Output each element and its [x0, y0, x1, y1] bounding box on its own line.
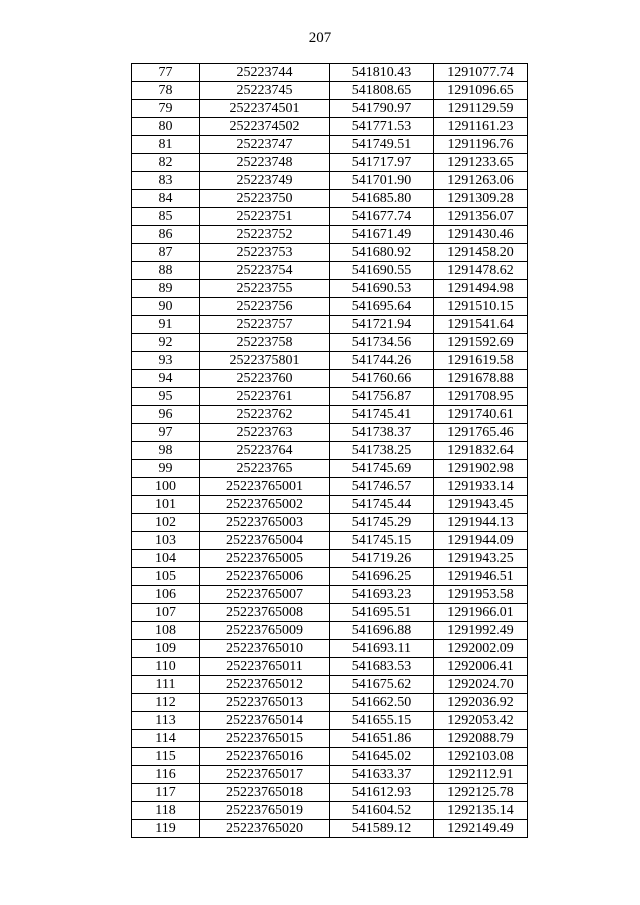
point-id-cell: 25223753 [200, 244, 330, 262]
point-id-cell: 25223765009 [200, 622, 330, 640]
y-coordinate-cell: 1291161.23 [434, 118, 528, 136]
point-id-cell: 25223765018 [200, 784, 330, 802]
x-coordinate-cell: 541745.15 [330, 532, 434, 550]
y-coordinate-cell: 1291356.07 [434, 208, 528, 226]
x-coordinate-cell: 541738.25 [330, 442, 434, 460]
x-coordinate-cell: 541693.11 [330, 640, 434, 658]
point-id-cell: 25223748 [200, 154, 330, 172]
row-number-cell: 90 [132, 298, 200, 316]
table-row [132, 676, 528, 694]
point-id-cell: 25223762 [200, 406, 330, 424]
row-number-cell: 111 [132, 676, 200, 694]
x-coordinate-cell: 541683.53 [330, 658, 434, 676]
x-coordinate-cell: 541756.87 [330, 388, 434, 406]
row-number-cell: 106 [132, 586, 200, 604]
row-number-cell: 88 [132, 262, 200, 280]
y-coordinate-cell: 1291832.64 [434, 442, 528, 460]
row-number-cell: 82 [132, 154, 200, 172]
table-row [132, 154, 528, 172]
row-number-cell: 109 [132, 640, 200, 658]
table-row [132, 136, 528, 154]
table-row [132, 64, 528, 82]
y-coordinate-cell: 1292103.08 [434, 748, 528, 766]
y-coordinate-cell: 1291946.51 [434, 568, 528, 586]
row-number-cell: 116 [132, 766, 200, 784]
row-number-cell: 105 [132, 568, 200, 586]
row-number-cell: 92 [132, 334, 200, 352]
x-coordinate-cell: 541717.97 [330, 154, 434, 172]
row-number-cell: 115 [132, 748, 200, 766]
point-id-cell: 25223751 [200, 208, 330, 226]
table-row [132, 640, 528, 658]
table-row [132, 532, 528, 550]
row-number-cell: 108 [132, 622, 200, 640]
table-row [132, 478, 528, 496]
x-coordinate-cell: 541685.80 [330, 190, 434, 208]
coordinates-table [131, 63, 528, 838]
row-number-cell: 84 [132, 190, 200, 208]
table-row [132, 694, 528, 712]
y-coordinate-cell: 1291233.65 [434, 154, 528, 172]
x-coordinate-cell: 541721.94 [330, 316, 434, 334]
row-number-cell: 103 [132, 532, 200, 550]
x-coordinate-cell: 541690.55 [330, 262, 434, 280]
point-id-cell: 25223765020 [200, 820, 330, 838]
x-coordinate-cell: 541746.57 [330, 478, 434, 496]
row-number-cell: 117 [132, 784, 200, 802]
x-coordinate-cell: 541808.65 [330, 82, 434, 100]
x-coordinate-cell: 541651.86 [330, 730, 434, 748]
x-coordinate-cell: 541701.90 [330, 172, 434, 190]
row-number-cell: 87 [132, 244, 200, 262]
y-coordinate-cell: 1291953.58 [434, 586, 528, 604]
y-coordinate-cell: 1291966.01 [434, 604, 528, 622]
x-coordinate-cell: 541760.66 [330, 370, 434, 388]
table-row [132, 784, 528, 802]
x-coordinate-cell: 541745.69 [330, 460, 434, 478]
row-number-cell: 98 [132, 442, 200, 460]
row-number-cell: 79 [132, 100, 200, 118]
table-row [132, 226, 528, 244]
row-number-cell: 83 [132, 172, 200, 190]
y-coordinate-cell: 1291510.15 [434, 298, 528, 316]
row-number-cell: 85 [132, 208, 200, 226]
point-id-cell: 25223745 [200, 82, 330, 100]
table-row [132, 172, 528, 190]
y-coordinate-cell: 1291541.64 [434, 316, 528, 334]
point-id-cell: 25223765011 [200, 658, 330, 676]
point-id-cell: 25223744 [200, 64, 330, 82]
y-coordinate-cell: 1291478.62 [434, 262, 528, 280]
point-id-cell: 25223750 [200, 190, 330, 208]
page-number: 207 [308, 30, 332, 46]
x-coordinate-cell: 541744.26 [330, 352, 434, 370]
row-number-cell: 96 [132, 406, 200, 424]
point-id-cell: 25223765004 [200, 532, 330, 550]
y-coordinate-cell: 1292006.41 [434, 658, 528, 676]
x-coordinate-cell: 541771.53 [330, 118, 434, 136]
table-row [132, 316, 528, 334]
x-coordinate-cell: 541695.51 [330, 604, 434, 622]
point-id-cell: 25223764 [200, 442, 330, 460]
point-id-cell: 25223765002 [200, 496, 330, 514]
x-coordinate-cell: 541790.97 [330, 100, 434, 118]
table-row [132, 406, 528, 424]
y-coordinate-cell: 1291494.98 [434, 280, 528, 298]
point-id-cell: 25223758 [200, 334, 330, 352]
table-row [132, 658, 528, 676]
x-coordinate-cell: 541719.26 [330, 550, 434, 568]
table-row [132, 622, 528, 640]
row-number-cell: 104 [132, 550, 200, 568]
point-id-cell: 25223765005 [200, 550, 330, 568]
table-row [132, 388, 528, 406]
y-coordinate-cell: 1292149.49 [434, 820, 528, 838]
point-id-cell: 25223760 [200, 370, 330, 388]
y-coordinate-cell: 1291129.59 [434, 100, 528, 118]
y-coordinate-cell: 1291619.58 [434, 352, 528, 370]
y-coordinate-cell: 1291944.09 [434, 532, 528, 550]
row-number-cell: 110 [132, 658, 200, 676]
y-coordinate-cell: 1291708.95 [434, 388, 528, 406]
table-row [132, 82, 528, 100]
y-coordinate-cell: 1292053.42 [434, 712, 528, 730]
x-coordinate-cell: 541745.41 [330, 406, 434, 424]
y-coordinate-cell: 1291077.74 [434, 64, 528, 82]
row-number-cell: 93 [132, 352, 200, 370]
row-number-cell: 119 [132, 820, 200, 838]
row-number-cell: 80 [132, 118, 200, 136]
x-coordinate-cell: 541749.51 [330, 136, 434, 154]
row-number-cell: 112 [132, 694, 200, 712]
point-id-cell: 25223765014 [200, 712, 330, 730]
x-coordinate-cell: 541695.64 [330, 298, 434, 316]
y-coordinate-cell: 1291765.46 [434, 424, 528, 442]
point-id-cell: 25223749 [200, 172, 330, 190]
row-number-cell: 113 [132, 712, 200, 730]
x-coordinate-cell: 541662.50 [330, 694, 434, 712]
x-coordinate-cell: 541693.23 [330, 586, 434, 604]
x-coordinate-cell: 541612.93 [330, 784, 434, 802]
table-row [132, 190, 528, 208]
y-coordinate-cell: 1291933.14 [434, 478, 528, 496]
y-coordinate-cell: 1291430.46 [434, 226, 528, 244]
y-coordinate-cell: 1291992.49 [434, 622, 528, 640]
x-coordinate-cell: 541675.62 [330, 676, 434, 694]
point-id-cell: 25223765010 [200, 640, 330, 658]
table-row [132, 298, 528, 316]
point-id-cell: 2522374502 [200, 118, 330, 136]
point-id-cell: 25223765012 [200, 676, 330, 694]
x-coordinate-cell: 541655.15 [330, 712, 434, 730]
y-coordinate-cell: 1292002.09 [434, 640, 528, 658]
point-id-cell: 25223765016 [200, 748, 330, 766]
row-number-cell: 100 [132, 478, 200, 496]
x-coordinate-cell: 541745.44 [330, 496, 434, 514]
y-coordinate-cell: 1292036.92 [434, 694, 528, 712]
table-row [132, 208, 528, 226]
row-number-cell: 78 [132, 82, 200, 100]
point-id-cell: 25223761 [200, 388, 330, 406]
point-id-cell: 25223765007 [200, 586, 330, 604]
point-id-cell: 25223754 [200, 262, 330, 280]
table-row [132, 802, 528, 820]
x-coordinate-cell: 541810.43 [330, 64, 434, 82]
table-row [132, 280, 528, 298]
y-coordinate-cell: 1291096.65 [434, 82, 528, 100]
table-row [132, 118, 528, 136]
point-id-cell: 25223755 [200, 280, 330, 298]
y-coordinate-cell: 1291263.06 [434, 172, 528, 190]
y-coordinate-cell: 1291943.45 [434, 496, 528, 514]
point-id-cell: 25223765008 [200, 604, 330, 622]
point-id-cell: 25223752 [200, 226, 330, 244]
table-row [132, 334, 528, 352]
row-number-cell: 102 [132, 514, 200, 532]
table-row [132, 604, 528, 622]
point-id-cell: 25223756 [200, 298, 330, 316]
table-row [132, 460, 528, 478]
table-row [132, 766, 528, 784]
x-coordinate-cell: 541690.53 [330, 280, 434, 298]
point-id-cell: 25223765 [200, 460, 330, 478]
table-row [132, 550, 528, 568]
x-coordinate-cell: 541604.52 [330, 802, 434, 820]
point-id-cell: 25223765001 [200, 478, 330, 496]
x-coordinate-cell: 541745.29 [330, 514, 434, 532]
y-coordinate-cell: 1291309.28 [434, 190, 528, 208]
row-number-cell: 107 [132, 604, 200, 622]
point-id-cell: 25223765015 [200, 730, 330, 748]
y-coordinate-cell: 1291678.88 [434, 370, 528, 388]
point-id-cell: 25223765019 [200, 802, 330, 820]
x-coordinate-cell: 541633.37 [330, 766, 434, 784]
row-number-cell: 97 [132, 424, 200, 442]
x-coordinate-cell: 541680.92 [330, 244, 434, 262]
table-row [132, 712, 528, 730]
point-id-cell: 25223757 [200, 316, 330, 334]
y-coordinate-cell: 1291458.20 [434, 244, 528, 262]
table-row [132, 352, 528, 370]
x-coordinate-cell: 541738.37 [330, 424, 434, 442]
table-row [132, 568, 528, 586]
row-number-cell: 77 [132, 64, 200, 82]
table-row [132, 100, 528, 118]
table-row [132, 262, 528, 280]
row-number-cell: 99 [132, 460, 200, 478]
x-coordinate-cell: 541645.02 [330, 748, 434, 766]
table-row [132, 748, 528, 766]
point-id-cell: 25223765003 [200, 514, 330, 532]
y-coordinate-cell: 1292125.78 [434, 784, 528, 802]
x-coordinate-cell: 541671.49 [330, 226, 434, 244]
row-number-cell: 118 [132, 802, 200, 820]
y-coordinate-cell: 1292024.70 [434, 676, 528, 694]
table-row [132, 424, 528, 442]
y-coordinate-cell: 1291592.69 [434, 334, 528, 352]
table-row [132, 244, 528, 262]
point-id-cell: 25223765017 [200, 766, 330, 784]
x-coordinate-cell: 541696.88 [330, 622, 434, 640]
y-coordinate-cell: 1291944.13 [434, 514, 528, 532]
point-id-cell: 25223763 [200, 424, 330, 442]
y-coordinate-cell: 1291943.25 [434, 550, 528, 568]
table-row [132, 370, 528, 388]
table-row [132, 496, 528, 514]
table-row [132, 820, 528, 838]
y-coordinate-cell: 1291740.61 [434, 406, 528, 424]
row-number-cell: 94 [132, 370, 200, 388]
y-coordinate-cell: 1292088.79 [434, 730, 528, 748]
table-row [132, 586, 528, 604]
y-coordinate-cell: 1291196.76 [434, 136, 528, 154]
row-number-cell: 86 [132, 226, 200, 244]
point-id-cell: 25223765013 [200, 694, 330, 712]
y-coordinate-cell: 1292112.91 [434, 766, 528, 784]
point-id-cell: 2522374501 [200, 100, 330, 118]
y-coordinate-cell: 1291902.98 [434, 460, 528, 478]
y-coordinate-cell: 1292135.14 [434, 802, 528, 820]
row-number-cell: 101 [132, 496, 200, 514]
x-coordinate-cell: 541734.56 [330, 334, 434, 352]
point-id-cell: 25223747 [200, 136, 330, 154]
x-coordinate-cell: 541677.74 [330, 208, 434, 226]
row-number-cell: 91 [132, 316, 200, 334]
row-number-cell: 114 [132, 730, 200, 748]
x-coordinate-cell: 541589.12 [330, 820, 434, 838]
row-number-cell: 81 [132, 136, 200, 154]
table-row [132, 514, 528, 532]
table-row [132, 442, 528, 460]
point-id-cell: 2522375801 [200, 352, 330, 370]
x-coordinate-cell: 541696.25 [330, 568, 434, 586]
point-id-cell: 25223765006 [200, 568, 330, 586]
coordinates-table-body [132, 64, 528, 838]
table-row [132, 730, 528, 748]
row-number-cell: 89 [132, 280, 200, 298]
row-number-cell: 95 [132, 388, 200, 406]
